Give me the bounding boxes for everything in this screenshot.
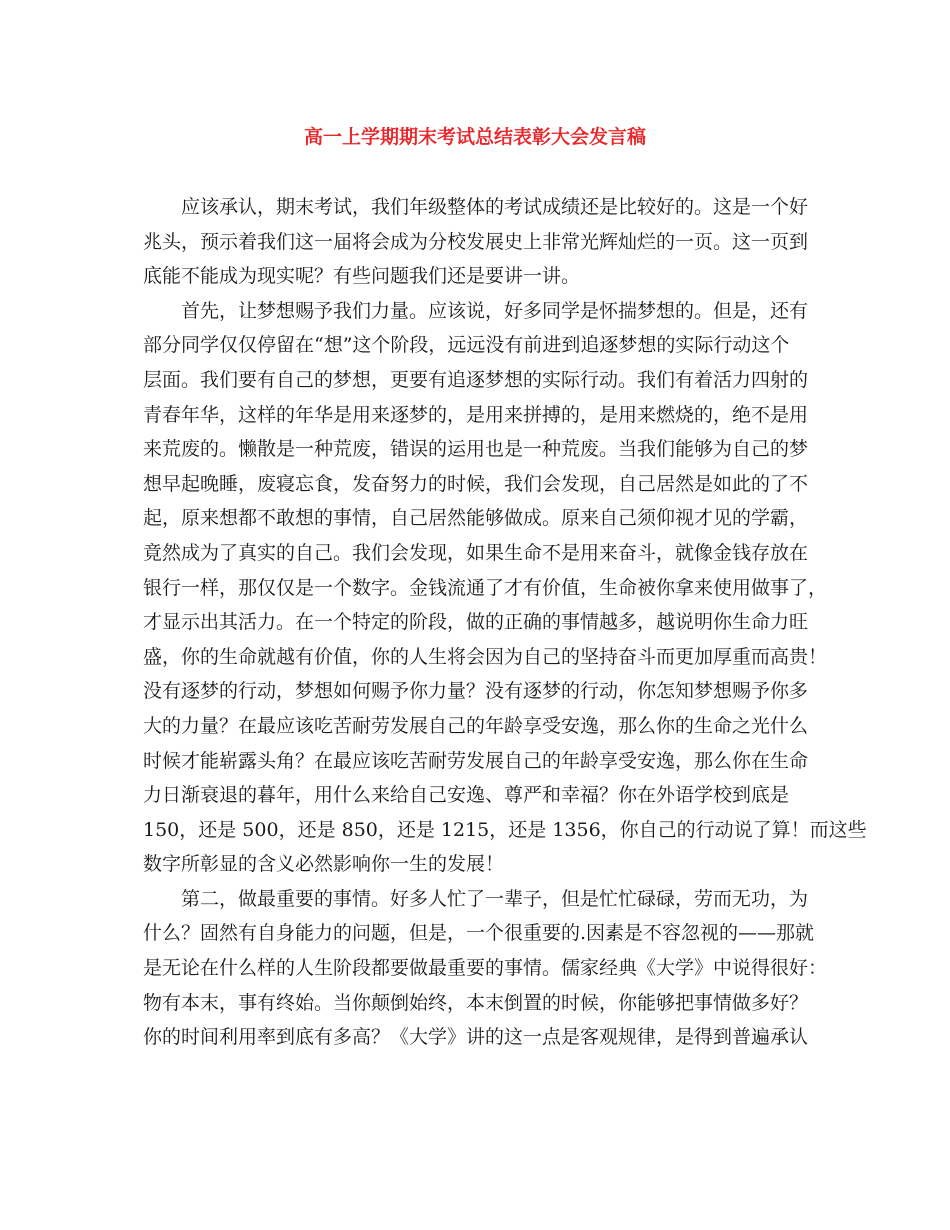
paragraph-line: 层面。我们要有自己的梦想，更要有追逐梦想的实际行动。我们有着活力四射的 <box>143 368 809 391</box>
paragraph-line: 青春年华，这样的年华是用来逐梦的，是用来拼搏的，是用来燃烧的，绝不是用 <box>143 403 809 426</box>
paragraph-line: 银行一样，那仅仅是一个数字。金钱流通了才有价值，生命被你拿来使用做事了， <box>143 576 828 599</box>
paragraph-line: 才显示出其活力。在一个特定的阶段，做的正确的事情越多，越说明你生命力旺 <box>143 611 809 634</box>
paragraph <box>143 294 867 882</box>
paragraph-line: 大的力量？在最应该吃苦耐劳发展自己的年龄享受安逸，那么你的生命之光什么 <box>143 714 809 737</box>
paragraph-line: 150，还是 500，还是 850，还是 1215，还是 1356，你自己的行动说了算！而这些 <box>143 818 867 841</box>
paragraph-line: 你的时间利用率到底有多高？《大学》讲的这一点是客观规律，是得到普遍承认 <box>143 1026 809 1049</box>
document-title: 高一上学期期末考试总结表彰大会发言稿 <box>303 126 646 148</box>
paragraph-line: 物有本末，事有终始。当你颠倒始终，本末倒置的时候，你能够把事情做多好？ <box>143 991 809 1014</box>
paragraph <box>143 882 828 1055</box>
paragraph-line: 应该承认，期末考试，我们年级整体的考试成绩还是比较好的。这是一个好 <box>181 196 809 218</box>
paragraph-line: 什么？固然有自身能力的问题，但是，一个很重要的.因素是不容忽视的——那就 <box>143 922 815 945</box>
paragraph-line: 兆头，预示着我们这一届将会成为分校发展史上非常光辉灿烂的一页。这一页到 <box>143 230 809 253</box>
paragraph-line: 时候才能崭露头角？在最应该吃苦耐劳发展自己的年龄享受安逸，那么你在生命 <box>143 749 809 772</box>
document-body <box>143 190 867 1055</box>
paragraph-line: 力日渐衰退的暮年，用什么来给自己安逸、尊严和幸福？你在外语学校到底是 <box>143 784 790 807</box>
paragraph-line: 第二，做最重要的事情。好多人忙了一辈子，但是忙忙碌碌，劳而无功，为 <box>181 887 809 910</box>
paragraph-line: 想早起晚睡，废寝忘食，发奋努力的时候，我们会发现，自己居然是如此的了不 <box>143 472 809 495</box>
paragraph-line: 起，原来想都不敢想的事情，自己居然能够做成。原来自己须仰视才见的学霸， <box>143 507 809 530</box>
paragraph-line: 没有逐梦的行动，梦想如何赐予你力量？没有逐梦的行动，你怎知梦想赐予你多 <box>143 680 809 703</box>
paragraph-line: 来荒废的。懒散是一种荒废，错误的运用也是一种荒废。当我们能够为自己的梦 <box>143 438 809 461</box>
paragraph-line: 底能不能成为现实呢？有些问题我们还是要讲一讲。 <box>143 265 581 288</box>
paragraph <box>143 190 809 294</box>
paragraph-line: 竟然成为了真实的自己。我们会发现，如果生命不是用来奋斗，就像金钱存放在 <box>143 541 809 564</box>
paragraph-line: 首先，让梦想赐予我们力量。应该说，好多同学是怀揣梦想的。但是，还有 <box>181 299 809 322</box>
paragraph-line: 数字所彰显的含义必然影响你一生的发展！ <box>143 853 505 876</box>
paragraph-line: 是无论在什么样的人生阶段都要做最重要的事情。儒家经典《大学》中说得很好： <box>143 957 828 980</box>
paragraph-line: 盛，你的生命就越有价值，你的人生将会因为自己的坚持奋斗而更加厚重而高贵！ <box>143 645 828 668</box>
paragraph-line: 部分同学仅仅停留在“想”这个阶段，远远没有前进到追逐梦想的实际行动这个 <box>143 334 790 357</box>
